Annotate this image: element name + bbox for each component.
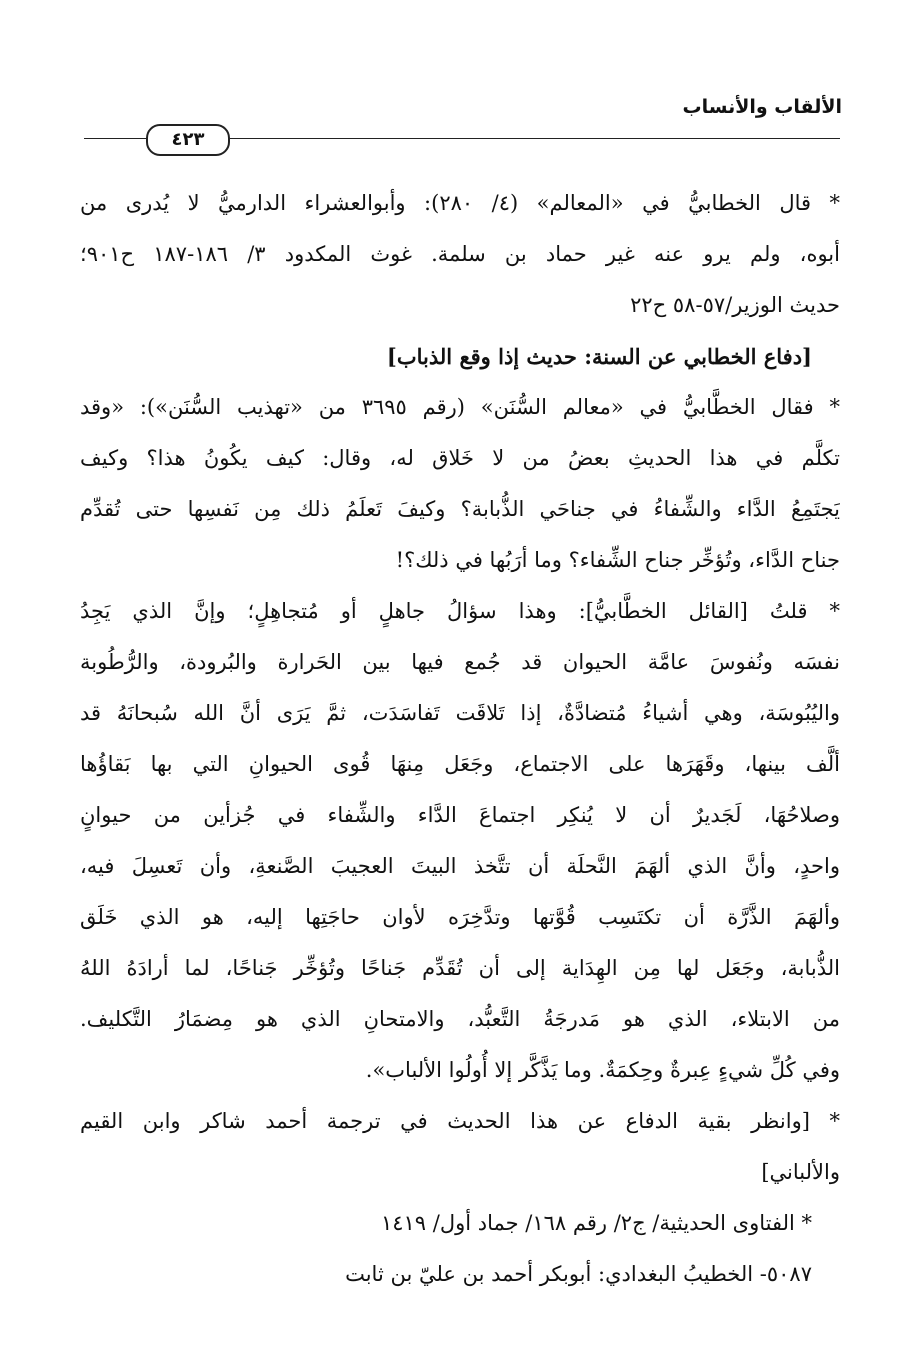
text-line-7: يَجتَمِعُ الدَّاء والشِّفاءُ في جناحَي الذُّبابة؟ وكيفَ تَعلَمُ ذلك مِن نَفسِها حتى تُقدِّم	[80, 497, 840, 521]
text-line-15: وألهَمَ الذَّرَّة أن تكتَسِب قُوَّتها وتدَّخِرَه لأوان حاجَتِها إليه، هو الذي خَلَق	[80, 905, 840, 929]
text-line-20: والألباني]	[761, 1160, 840, 1184]
text-line-13: وصلاحُهَا، لَجَديرٌ أن لا يُنكِر اجتماعَ الدَّاء والشِّفاء في جُزأين من حيوانٍ	[80, 803, 840, 827]
text-line-5: * فقال الخطَّابيُّ في «معالم السُّنَن» (رقم ٣٦٩٥ من «تهذيب السُّنَن»): «وقد	[80, 395, 840, 419]
text-line-10: نفسَه ونُفوسَ عامَّة الحيوان قد جُمع فيها بين الحَرارة والبُرودة، والرُّطُوبة	[80, 650, 840, 674]
text-line-6: تكلَّم في هذا الحديثِ بعضُ من لا خَلاق له، وقال: كيف يكُونُ هذا؟ وكيف	[80, 446, 840, 470]
text-line-19: * [وانظر بقية الدفاع عن هذا الحديث في ترجمة أحمد شاكر وابن القيم	[80, 1109, 840, 1133]
text-line-9: * قلتُ [القائل الخطَّابيُّ]: وهذا سؤالُ جاهلٍ أو مُتجاهِلٍ؛ وإنَّ الذي يَجِدُ	[80, 599, 840, 623]
running-header: الألقاب والأنساب	[682, 96, 842, 118]
body-text	[80, 178, 840, 1300]
section-heading: [دفاع الخطابي عن السنة: حديث إذا وقع الذباب]	[386, 344, 812, 369]
entry-heading: ٥٠٨٧- الخطيبُ البغدادي: أبوبكر أحمد بن عليّ بن ثابت	[345, 1262, 812, 1286]
text-line-14: واحدٍ، وأنَّ الذي ألهَمَ النَّحلَة أن تتَّخذ البيتَ العجيبَ الصَّنعةِ، وأن تَعسِلَ فيه،	[80, 854, 840, 878]
text-line-17: من الابتلاء، الذي هو مَدرجَةُ التَّعبُّد، والامتحانِ الذي هو مِضمَارُ التَّكليف.	[80, 1007, 840, 1031]
text-line-11: واليُبُوسَة، وهي أشياءُ مُتضادَّةٌ، إذا تَلاقَت تَفاسَدَت، ثمَّ يَرَى أنَّ الله سُبحانَهُ قد	[80, 701, 840, 725]
text-line-2: أبوه، ولم يرو عنه غير حماد بن سلمة. غوث المكدود ٣/ ١٨٦-١٨٧ ح٩٠١؛	[80, 242, 840, 266]
text-line-8: جناح الدَّاء، وتُؤخِّر جناح الشِّفاء؟ وما أرَبُها في ذلك؟!	[395, 548, 840, 572]
text-line-1: * قال الخطابيُّ في «المعالم» (٤/ ٢٨٠): وأبوالعشراء الدارميُّ لا يُدرى من	[80, 191, 840, 215]
text-line-3: حديث الوزير/٥٧-٥٨ ح٢٢	[630, 293, 840, 317]
text-line-18: وفي كُلِّ شيءٍ عِبرةٌ وحِكمَةٌ. وما يَذَّكَّر إلا أُولُوا الألباب».	[365, 1058, 840, 1082]
text-line-12: ألَّف بينها، وقَهَرَها على الاجتماع، وجَعَل مِنهَا قُوى الحيوانِ التي بها بَقاؤُها	[80, 752, 840, 776]
page-number: ٤٢٣	[146, 124, 230, 156]
text-line-16: الذُّبابة، وجَعَل لها مِن الهِدَاية إلى أن تُقَدِّم جَناحًا وتُؤخِّر جَناحًا، لما أرادَهُ اللهُ	[80, 956, 840, 980]
text-line-21: * الفتاوى الحديثية/ ج٢/ رقم ١٦٨/ جماد أول/ ١٤١٩	[380, 1211, 812, 1235]
